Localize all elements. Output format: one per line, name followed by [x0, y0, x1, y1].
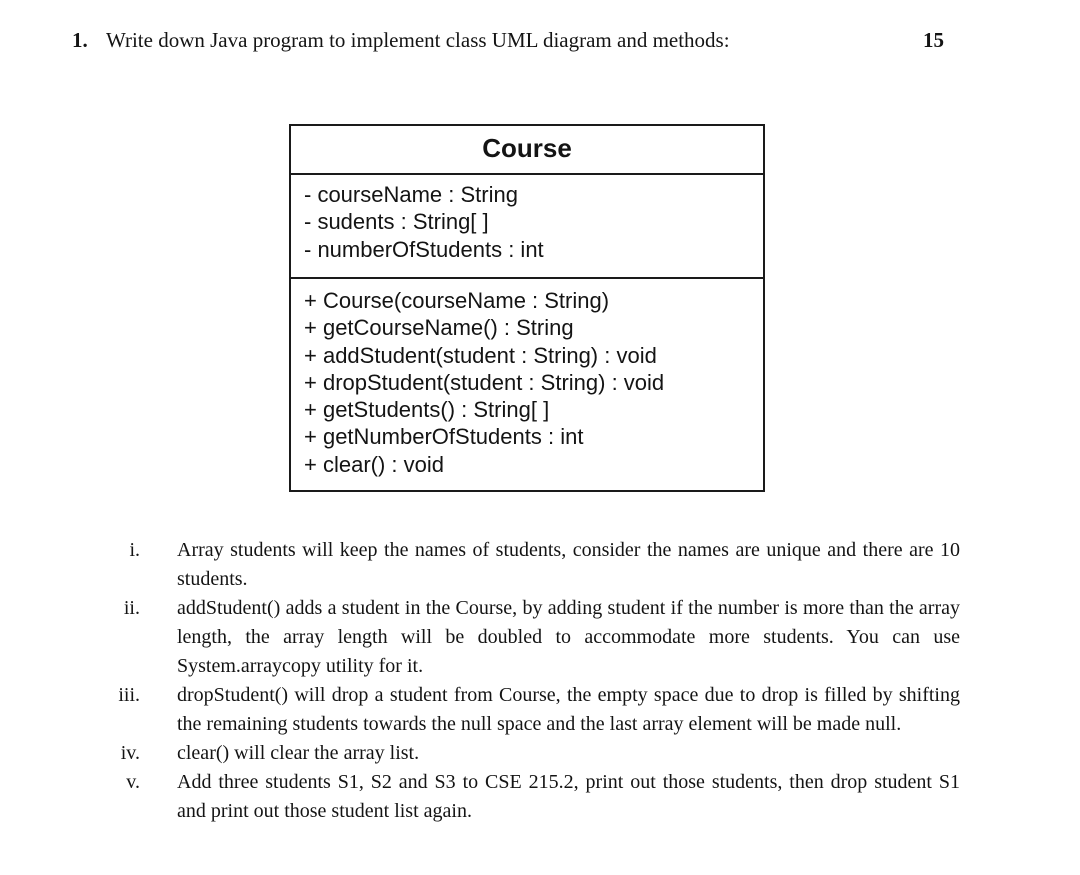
list-item-text: clear() will clear the array list. [177, 742, 420, 764]
list-item [100, 739, 960, 768]
uml-attribute: - sudents : String[ ] [304, 209, 489, 235]
uml-method: + Course(courseName : String) [304, 288, 610, 313]
uml-class-name: Course [291, 126, 763, 175]
list-item-number: v. [126, 771, 140, 793]
list-item-text: Array students will keep the names of students, consider the names are unique and there are 10 students. [177, 539, 960, 590]
uml-method: + addStudent(student : String) : void [304, 342, 657, 368]
uml-method: + dropStudent(student : String) : void [304, 369, 665, 395]
list-item-number: iii. [118, 684, 140, 706]
list-item-text: dropStudent() will drop a student from Course, the empty space due to drop is filled by shifting the remaining students towards the null space and the last array element will be made null. [177, 684, 960, 735]
requirements-list [100, 536, 960, 826]
list-item [100, 536, 960, 594]
uml-method: + getStudents() : String[ ] [304, 397, 550, 423]
uml-method: + clear() : void [304, 451, 444, 477]
list-item [100, 681, 960, 739]
list-item-number: i. [129, 539, 140, 561]
uml-methods-section [291, 279, 763, 478]
uml-class-diagram [289, 124, 765, 492]
uml-attribute: - courseName : String [304, 182, 518, 207]
list-item-text: Add three students S1, S2 and S3 to CSE 215.2, print out those students, then drop student S1 and print out those student list again. [177, 771, 960, 822]
list-item-text: addStudent() adds a student in the Course, by adding student if the number is more than the array length, the array length will be doubled to accommodate more students. You can use System.arraycopy utility for it. [177, 597, 960, 677]
question-text: Write down Java program to implement class UML diagram and methods: [106, 28, 730, 52]
uml-attributes-section [291, 175, 763, 279]
list-item [100, 768, 960, 826]
list-item-number: iv. [120, 742, 140, 764]
list-item [100, 594, 960, 681]
question-marks: 15 [923, 28, 944, 52]
list-item-number: ii. [123, 597, 140, 619]
uml-method: + getNumberOfStudents : int [304, 424, 584, 450]
question-number: 1. [72, 28, 88, 52]
uml-attribute: - numberOfStudents : int [304, 236, 544, 262]
uml-method: + getCourseName() : String [304, 315, 574, 341]
question-header [72, 28, 952, 58]
